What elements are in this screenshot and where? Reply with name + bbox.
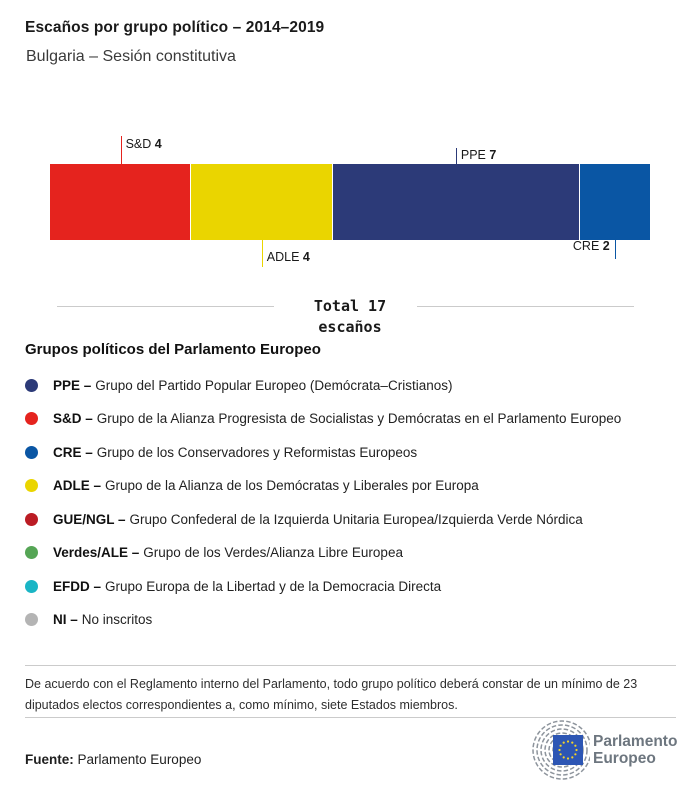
callout-tick-S&D <box>121 136 123 164</box>
legend-color-dot <box>25 513 38 526</box>
bar-segment-S&D <box>50 164 191 240</box>
source-value: Parlamento Europeo <box>77 752 202 767</box>
footnote-line1: De acuerdo con el Reglamento interno del Parlamento, todo grupo político deberá constar de un mínimo de 23 <box>25 677 638 691</box>
total-seats-label <box>280 296 420 338</box>
legend-item-text: PPE – Grupo del Partido Popular Europeo (Demócrata–Cristianos) <box>53 377 453 393</box>
legend-item-text: CRE – Grupo de los Conservadores y Reformistas Europeos <box>53 444 418 460</box>
legend-item-guengl <box>25 506 583 532</box>
legend-color-dot <box>25 546 38 559</box>
page-subtitle: Bulgaria – Sesión constitutiva <box>26 48 236 65</box>
legend-color-dot <box>25 479 38 492</box>
callout-label-CRE: CRE 2 <box>572 239 610 253</box>
source-label: Fuente: <box>25 752 74 767</box>
source-line <box>25 752 201 767</box>
logo-wordmark <box>593 734 677 767</box>
legend-item-cre <box>25 439 417 465</box>
legend-item-adle <box>25 473 479 499</box>
total-divider-line-right <box>417 306 634 307</box>
legend-item-text: GUE/NGL – Grupo Confederal de la Izquierda Unitaria Europea/Izquierda Verde Nórdica <box>53 511 583 527</box>
legend-item-text: EFDD – Grupo Europa de la Libertad y de la Democracia Directa <box>53 578 442 594</box>
logo-line2: Europeo <box>593 749 656 767</box>
legend-color-dot <box>25 580 38 593</box>
callout-label-PPE: PPE 7 <box>460 148 497 162</box>
european-parliament-logo <box>520 719 690 781</box>
legend-item-text: ADLE – Grupo de la Alianza de los Demócratas y Liberales por Europa <box>53 478 479 493</box>
bar-segment-PPE <box>333 164 580 240</box>
hemicycle-flag-icon <box>520 719 590 781</box>
callout-tick-PPE <box>456 148 458 164</box>
total-line1: Total 17 <box>313 297 387 315</box>
legend-item-verdesale <box>25 540 403 566</box>
legend-item-efdd <box>25 573 441 599</box>
bar-segment-ADLE <box>191 164 332 240</box>
total-line2: escaños <box>318 318 382 336</box>
callout-label-S&D: S&D 4 <box>125 137 162 151</box>
page-title: Escaños por grupo político – 2014–2019 <box>25 19 325 36</box>
footnote <box>25 674 637 715</box>
callout-label-ADLE: ADLE 4 <box>266 250 310 264</box>
callout-tick-ADLE <box>262 240 264 267</box>
legend-item-ppe <box>25 372 452 398</box>
legend-color-dot <box>25 446 38 459</box>
bar-segment-CRE <box>580 164 650 240</box>
legend-item-ni <box>25 607 152 633</box>
footnote-line2: diputados electos correspondientes a, como mínimo, siete Estados miembros. <box>25 697 458 712</box>
legend-color-dot <box>25 412 38 425</box>
footnote-rule-bottom <box>25 717 676 718</box>
legend-heading: Grupos políticos del Parlamento Europeo <box>25 341 321 358</box>
total-divider-line-left <box>57 306 274 307</box>
legend-color-dot <box>25 379 38 392</box>
callout-tick-CRE <box>615 240 617 259</box>
legend-item-text: S&D – Grupo de la Alianza Progresista de Socialistas y Demócratas en el Parlamento Europeo <box>53 411 622 426</box>
legend-item-text: Verdes/ALE – Grupo de los Verdes/Alianza Libre Europea <box>53 545 403 560</box>
legend-item-sd <box>25 406 621 432</box>
eu-flag <box>553 735 583 765</box>
legend-item-text: NI – No inscritos <box>53 612 153 627</box>
footnote-rule-top <box>25 665 676 666</box>
logo-line1: Parlamento <box>593 733 678 750</box>
stacked-seats-bar <box>50 164 650 240</box>
legend-color-dot <box>25 613 38 626</box>
